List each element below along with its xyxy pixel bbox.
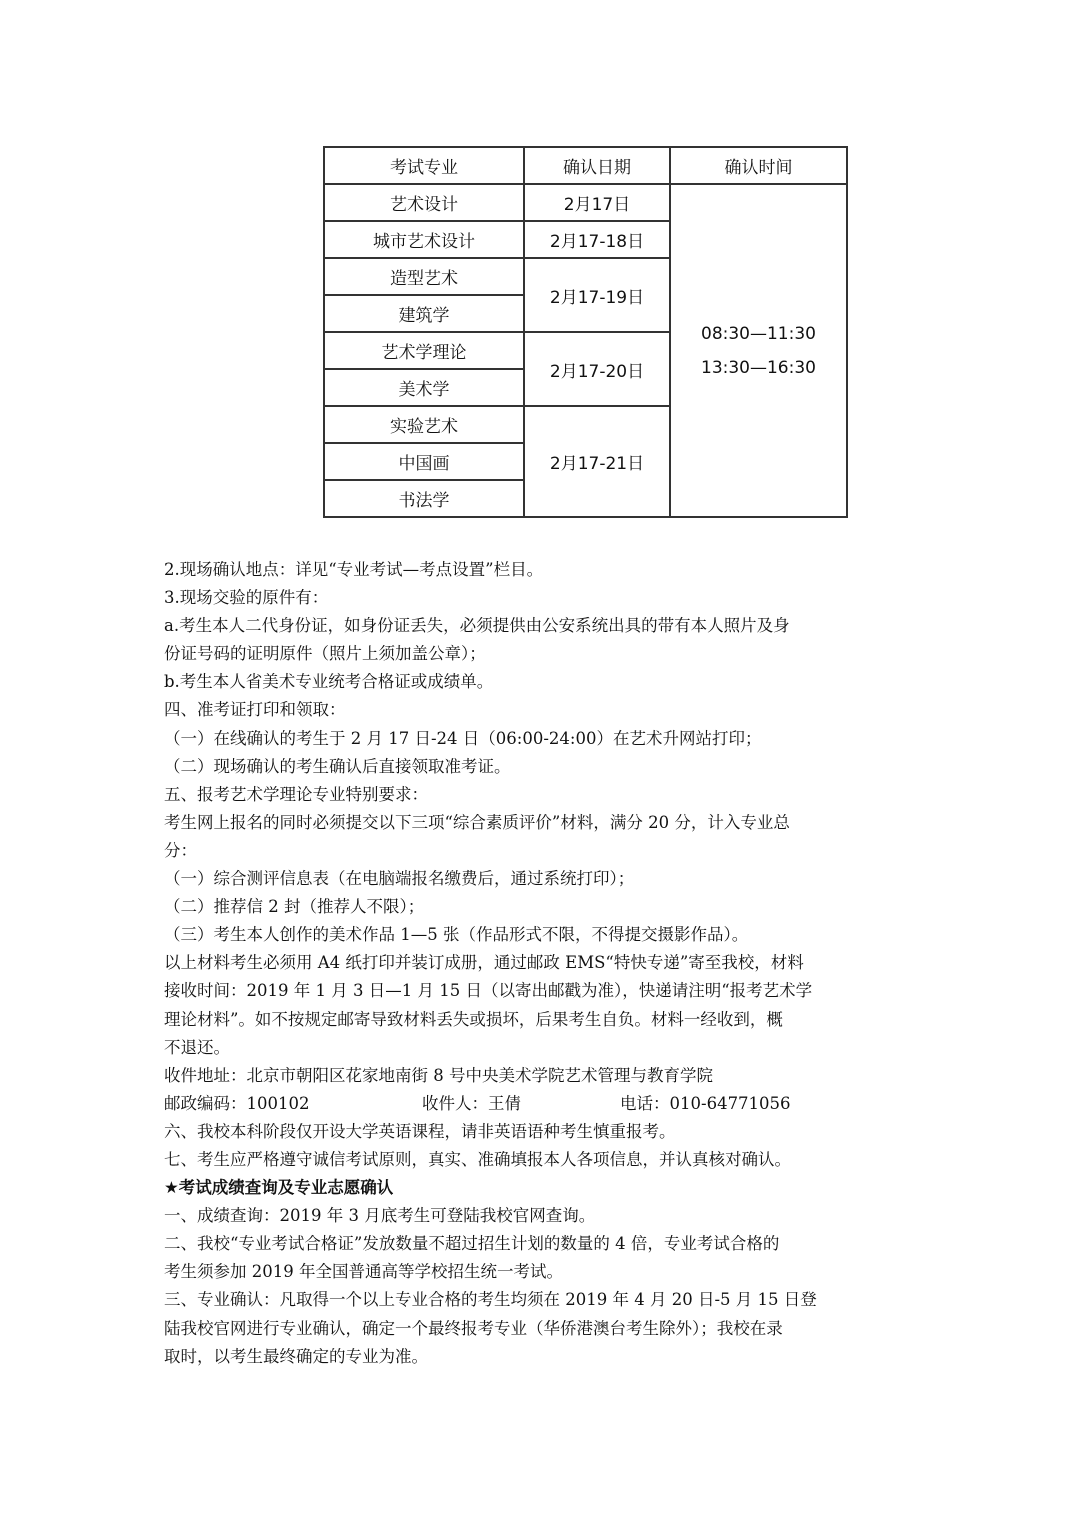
text-line: 取时，以考生最终确定的专业为准。 bbox=[164, 1346, 428, 1366]
text-line: 陆我校官网进行专业确认，确定一个最终报考专业（华侨港澳台考生除外）；我校在录 bbox=[164, 1318, 783, 1338]
text-line: （二）现场确认的考生确认后直接领取准考证。 bbox=[164, 756, 511, 776]
text-line: 四、准考证打印和领取： bbox=[164, 700, 346, 720]
text-line: 五、报考艺术学理论专业特别要求： bbox=[164, 784, 428, 804]
time-cell bbox=[670, 184, 847, 517]
date-cell: 2月17-18日 bbox=[524, 221, 670, 258]
confirmation-schedule-table bbox=[323, 146, 848, 518]
major-cell: 建筑学 bbox=[324, 295, 524, 332]
text-line: 理论材料”。如不按规定邮寄导致材料丢失或损坏，后果考生自负。材料一经收到，概 bbox=[164, 1009, 783, 1029]
text-line: 六、我校本科阶段仅开设大学英语课程，请非英语语种考生慎重报考。 bbox=[164, 1121, 676, 1141]
text-line: 以上材料考生必须用 A4 纸打印并装订成册，通过邮政 EMS“特快专递”寄至我校，材料 bbox=[164, 953, 804, 973]
table-header-row bbox=[324, 147, 847, 184]
text-line: （二）推荐信 2 封（推荐人不限）； bbox=[164, 897, 425, 917]
text-line: a.考生本人二代身份证，如身份证丢失，必须提供由公安系统出具的带有本人照片及身 bbox=[164, 616, 790, 636]
text-line: 接收时间：2019 年 1 月 3 日—1 月 15 日（以寄出邮戳为准），快递请注明“报考艺术学 bbox=[164, 981, 813, 1001]
table-row bbox=[324, 184, 847, 221]
date-cell: 2月17-21日 bbox=[524, 406, 670, 517]
major-cell: 城市艺术设计 bbox=[324, 221, 524, 258]
document-body bbox=[164, 556, 904, 1371]
contact-line bbox=[164, 1090, 904, 1118]
postal-code: 邮政编码：100102 bbox=[164, 1093, 310, 1113]
text-line: 考生网上报名的同时必须提交以下三项“综合素质评价”材料，满分 20 分，计入专业总 bbox=[164, 812, 790, 832]
recipient: 收件人：王倩 bbox=[422, 1093, 521, 1113]
text-line: 3.现场交验的原件有： bbox=[164, 588, 329, 608]
major-cell: 实验艺术 bbox=[324, 406, 524, 443]
header-major: 考试专业 bbox=[324, 147, 524, 184]
text-line: 2.现场确认地点：详见“专业考试—考点设置”栏目。 bbox=[164, 560, 544, 579]
text-line: 二、我校“专业考试合格证”发放数量不超过招生计划的数量的 4 倍，专业考试合格的 bbox=[164, 1234, 780, 1254]
text-line: 收件地址：北京市朝阳区花家地南街 8 号中央美术学院艺术管理与教育学院 bbox=[164, 1065, 713, 1085]
text-line: （一）在线确认的考生于 2 月 17 日-24 日（06:00-24:00）在艺术升网站打印； bbox=[164, 728, 762, 748]
text-line: 分： bbox=[164, 840, 197, 860]
major-cell: 中国画 bbox=[324, 443, 524, 480]
time-afternoon: 13:30—16:30 bbox=[701, 357, 816, 378]
date-cell: 2月17日 bbox=[524, 184, 670, 221]
text-line: （三）考生本人创作的美术作品 1—5 张（作品形式不限，不得提交摄影作品）。 bbox=[164, 925, 749, 945]
date-cell: 2月17-20日 bbox=[524, 332, 670, 406]
text-line: 一、成绩查询：2019 年 3 月底考生可登陆我校官网查询。 bbox=[164, 1206, 596, 1226]
text-line: 份证号码的证明原件（照片上须加盖公章）； bbox=[164, 644, 486, 664]
text-line: 七、考生应严格遵守诚信考试原则，真实、准确填报本人各项信息，并认真核对确认。 bbox=[164, 1149, 791, 1169]
text-line: 考生须参加 2019 年全国普通高等学校招生统一考试。 bbox=[164, 1262, 563, 1282]
major-cell: 书法学 bbox=[324, 480, 524, 517]
section-title: ★考试成绩查询及专业志愿确认 bbox=[164, 1178, 394, 1198]
text-line: （一）综合测评信息表（在电脑端报名缴费后，通过系统打印）； bbox=[164, 869, 635, 889]
major-cell: 艺术设计 bbox=[324, 184, 524, 221]
time-morning: 08:30—11:30 bbox=[701, 323, 816, 344]
header-time: 确认时间 bbox=[670, 147, 847, 184]
header-date: 确认日期 bbox=[524, 147, 670, 184]
major-cell: 艺术学理论 bbox=[324, 332, 524, 369]
date-cell: 2月17-19日 bbox=[524, 258, 670, 332]
text-line: b.考生本人省美术专业统考合格证或成绩单。 bbox=[164, 672, 494, 692]
major-cell: 造型艺术 bbox=[324, 258, 524, 295]
major-cell: 美术学 bbox=[324, 369, 524, 406]
text-line: 不退还。 bbox=[164, 1037, 230, 1057]
text-line: 三、专业确认：凡取得一个以上专业合格的考生均须在 2019 年 4 月 20 日-5 月 15 日登 bbox=[164, 1290, 817, 1310]
phone: 电话：010-64771056 bbox=[620, 1093, 791, 1113]
